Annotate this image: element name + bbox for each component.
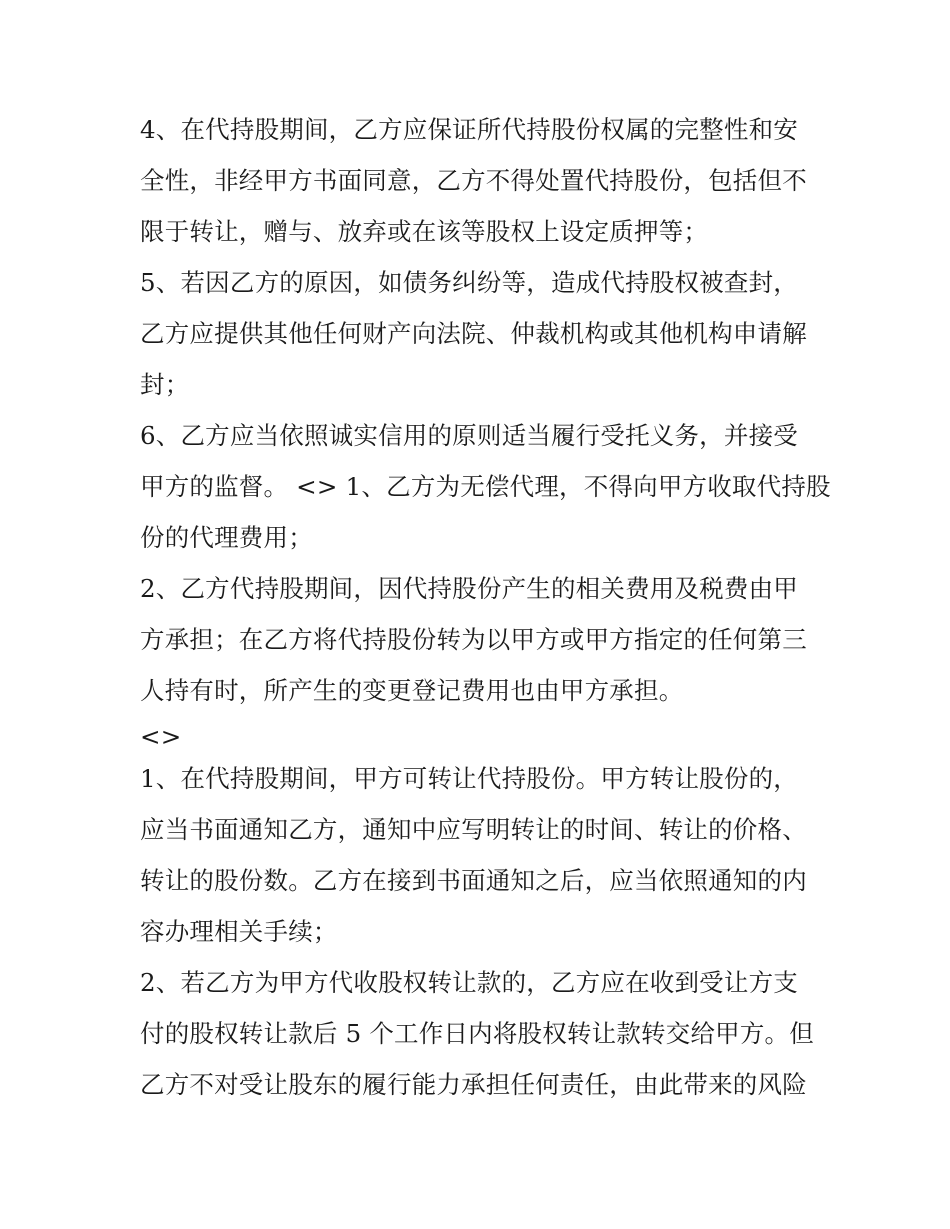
text-line: 封； xyxy=(140,370,190,399)
text-line: 甲方的监督。 <> 1、乙方为无偿代理，不得向甲方收取代持股 xyxy=(140,472,831,501)
text-line: 6、乙方应当依照诚实信用的原则适当履行受托义务，并接受 xyxy=(140,421,798,450)
document-body xyxy=(140,110,830,1116)
text-line: 人持有时，所产生的变更登记费用也由甲方承担。 xyxy=(140,676,684,705)
text-line: 全性，非经甲方书面同意，乙方不得处置代持股份，包括但不 xyxy=(140,166,807,195)
text-line: 乙方不对受让股东的履行能力承担任何责任，由此带来的风险 xyxy=(140,1070,807,1099)
text-line: 方承担；在乙方将代持股份转为以甲方或甲方指定的任何第三 xyxy=(140,625,807,654)
text-line: 2、若乙方为甲方代收股权转让款的，乙方应在收到受让方支 xyxy=(140,968,798,997)
text-line: 份的代理费用； xyxy=(140,523,313,552)
text-line: 乙方应提供其他任何财产向法院、仲裁机构或其他机构申请解 xyxy=(140,319,807,348)
text-line: 2、乙方代持股期间，因代持股份产生的相关费用及税费由甲 xyxy=(140,574,798,603)
text-line: 5、若因乙方的原因，如债务纠纷等，造成代持股权被查封， xyxy=(140,268,798,297)
text-line: 1、在代持股期间，甲方可转让代持股份。甲方转让股份的， xyxy=(140,764,798,793)
text-line: 容办理相关手续； xyxy=(140,917,338,946)
text-line: 应当书面通知乙方，通知中应写明转让的时间、转让的价格、 xyxy=(140,815,807,844)
text-line: <> xyxy=(140,722,182,751)
text-line: 限于转让，赠与、放弃或在该等股权上设定质押等； xyxy=(140,217,709,246)
text-line: 付的股权转让款后 5 个工作日内将股权转让款转交给甲方。但 xyxy=(140,1019,814,1048)
text-line: 转让的股份数。乙方在接到书面通知之后，应当依照通知的内 xyxy=(140,866,807,895)
text-line: 4、在代持股期间，乙方应保证所代持股份权属的完整性和安 xyxy=(140,115,798,144)
